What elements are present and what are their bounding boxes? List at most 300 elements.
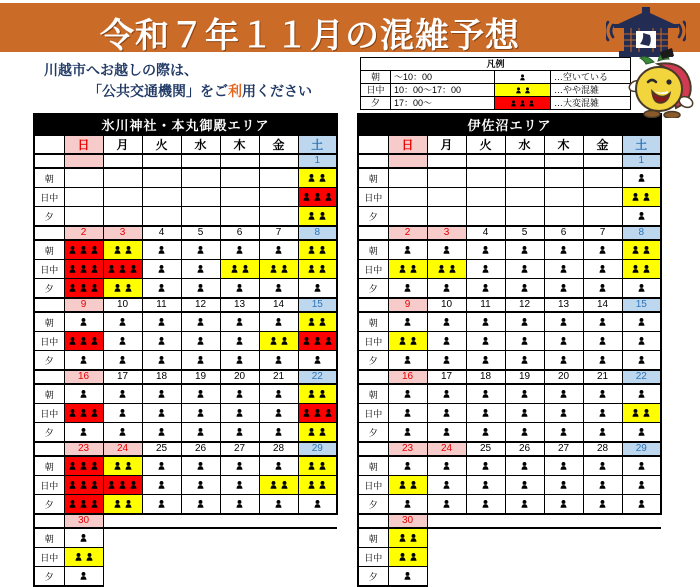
person-icon [598,355,607,365]
absent-cell [259,528,298,548]
period-label: 日中 [358,260,388,279]
person-icon [235,499,244,509]
crowd-cell [427,207,466,227]
date-cell: 2 [64,226,103,240]
crowd-cell [544,476,583,495]
date-cell: 19 [181,370,220,384]
crowd-cell [298,260,337,279]
crowd-cell [298,188,337,207]
crowd-cell [181,312,220,332]
period-label: 朝 [34,168,64,188]
person-icon [448,264,457,274]
person-icon [157,499,166,509]
crowd-cell [388,168,427,188]
person-icon [157,264,166,274]
crowd-cell [388,332,427,351]
absent-cell [103,514,142,528]
absent-cell [103,548,142,567]
person-icon [637,355,646,365]
date-cell: 15 [298,298,337,312]
person-icon [318,245,327,255]
person-icon [409,264,418,274]
crowd-level-3-icon [495,97,551,110]
legend-table [360,57,631,110]
crowd-cell [505,260,544,279]
crowd-cell [388,476,427,495]
crowd-cell [64,188,103,207]
person-icon [598,336,607,346]
crowd-cell [427,384,466,404]
crowd-cell [544,404,583,423]
crowd-cell [544,260,583,279]
legend-time: 10：00～17：00 [391,84,495,97]
absent-cell [427,567,466,587]
date-cell [103,154,142,168]
crowd-cell [466,260,505,279]
crowd-cell [427,279,466,299]
crowd-cell [181,384,220,404]
person-icon [235,427,244,437]
day-header: 土 [622,135,661,154]
crowd-cell [583,384,622,404]
person-icon [90,408,99,418]
person-icon [559,283,568,293]
person-icon [631,264,640,274]
crowd-cell [259,312,298,332]
person-icon [274,427,283,437]
crowd-cell [583,351,622,371]
person-icon [520,427,529,437]
crowd-cell [259,495,298,515]
date-cell [466,154,505,168]
crowd-cell [259,332,298,351]
crowd-cell [298,456,337,476]
person-icon [235,408,244,418]
person-icon [398,336,407,346]
person-icon [196,355,205,365]
person-icon [269,336,278,346]
person-icon [598,461,607,471]
day-header: 金 [259,135,298,154]
person-icon [598,245,607,255]
person-icon [90,245,99,255]
person-icon [235,283,244,293]
date-cell: 30 [64,514,103,528]
crowd-cell [388,260,427,279]
crowd-cell [544,456,583,476]
label-spacer [358,154,388,168]
person-icon [274,408,283,418]
crowd-cell [142,423,181,443]
crowd-cell [466,456,505,476]
day-header: 水 [505,135,544,154]
person-icon [481,461,490,471]
crowd-cell [181,240,220,260]
crowd-cell [103,456,142,476]
period-label: 朝 [34,240,64,260]
person-icon [68,283,77,293]
absent-cell [298,528,337,548]
absent-cell [220,567,259,587]
crowd-cell [622,312,661,332]
date-cell: 11 [142,298,181,312]
crowd-cell [181,423,220,443]
person-icon [318,461,327,471]
mascot-character [628,46,698,123]
person-icon [157,355,166,365]
person-icon [403,408,412,418]
crowd-cell [466,404,505,423]
label-spacer [358,226,388,240]
legend-period: 夕 [361,97,391,110]
crowd-cell [142,384,181,404]
crowd-cell [142,456,181,476]
absent-cell [544,514,583,528]
crowd-cell [622,456,661,476]
crowd-cell [259,404,298,423]
person-icon [559,389,568,399]
date-cell: 5 [181,226,220,240]
crowd-cell [220,495,259,515]
person-icon [107,264,116,274]
person-icon [318,317,327,327]
person-icon [274,283,283,293]
date-cell: 13 [220,298,259,312]
crowd-cell [220,404,259,423]
person-icon [79,245,88,255]
date-cell: 29 [622,442,661,456]
calendar-title: 伊佐沼エリア [358,114,661,135]
crowd-cell [427,456,466,476]
person-icon [90,264,99,274]
absent-cell [220,514,259,528]
person-icon [481,264,490,274]
crowd-cell [427,188,466,207]
crowd-cell [64,528,103,548]
crowd-cell [220,332,259,351]
date-cell [388,154,427,168]
crowd-cell [220,168,259,188]
date-cell: 14 [583,298,622,312]
label-spacer [34,226,64,240]
period-label: 日中 [34,404,64,423]
crowd-cell [583,456,622,476]
crowd-cell [220,351,259,371]
crowd-cell [64,384,103,404]
absent-cell [466,528,505,548]
crowd-cell [181,260,220,279]
crowd-cell [583,207,622,227]
absent-cell [466,567,505,587]
crowd-cell [103,188,142,207]
person-icon [403,571,412,581]
person-icon [307,211,316,221]
person-icon [129,264,138,274]
date-cell: 25 [142,442,181,456]
person-icon [637,499,646,509]
crowd-cell [181,188,220,207]
period-label: 日中 [358,548,388,567]
person-icon [79,389,88,399]
crowd-cell [181,456,220,476]
crowd-cell [64,548,103,567]
crowd-cell [466,423,505,443]
date-cell: 25 [466,442,505,456]
crowd-cell [622,207,661,227]
crowd-cell [181,332,220,351]
person-icon [637,427,646,437]
absent-cell [622,528,661,548]
person-icon [403,317,412,327]
crowd-cell [103,351,142,371]
crowd-cell [505,351,544,371]
absent-cell [259,567,298,587]
person-icon [313,336,322,346]
person-icon [79,283,88,293]
date-cell: 9 [388,298,427,312]
crowd-cell [103,332,142,351]
date-cell: 12 [181,298,220,312]
period-label: 日中 [34,476,64,495]
crowd-cell [259,260,298,279]
person-icon [398,264,407,274]
crowd-cell [259,384,298,404]
person-icon [642,192,651,202]
person-icon [481,499,490,509]
person-icon [598,499,607,509]
person-icon [307,427,316,437]
person-icon [409,336,418,346]
crowd-cell [220,207,259,227]
person-icon [442,389,451,399]
person-icon [235,461,244,471]
absent-cell [259,548,298,567]
crowd-cell [259,423,298,443]
crowd-cell [220,423,259,443]
date-cell: 16 [64,370,103,384]
crowd-cell [544,495,583,515]
crowd-cell [622,404,661,423]
person-icon [515,86,522,95]
date-cell: 22 [622,370,661,384]
period-label: 朝 [34,384,64,404]
date-cell: 11 [466,298,505,312]
person-icon [235,355,244,365]
date-cell: 18 [142,370,181,384]
crowd-cell [427,423,466,443]
person-icon [520,389,529,399]
date-cell: 19 [505,370,544,384]
crowd-cell [622,495,661,515]
crowd-cell [220,384,259,404]
person-icon [79,355,88,365]
person-icon [274,499,283,509]
crowd-cell [388,423,427,443]
person-icon [442,355,451,365]
crowd-cell [64,312,103,332]
crowd-cell [427,260,466,279]
calendar-table-1 [357,113,662,587]
person-icon [313,499,322,509]
person-icon [157,427,166,437]
person-icon [79,408,88,418]
date-cell: 1 [622,154,661,168]
person-icon [442,245,451,255]
crowd-cell [64,260,103,279]
person-icon [559,355,568,365]
period-label: 夕 [358,351,388,371]
date-cell: 6 [544,226,583,240]
crowd-cell [103,207,142,227]
person-icon [313,408,322,418]
crowd-cell [388,312,427,332]
date-cell: 26 [505,442,544,456]
person-icon [196,245,205,255]
crowd-cell [466,476,505,495]
person-icon [598,283,607,293]
crowd-cell [64,423,103,443]
person-icon [559,427,568,437]
person-icon [196,427,205,437]
crowd-cell [298,423,337,443]
person-icon [118,336,127,346]
calendar-table-0 [33,113,338,587]
date-cell: 27 [544,442,583,456]
person-icon [520,317,529,327]
crowd-cell [298,476,337,495]
crowd-cell [64,495,103,515]
absent-cell [103,567,142,587]
person-icon [520,408,529,418]
person-icon [481,389,490,399]
crowd-cell [220,312,259,332]
crowd-cell [505,456,544,476]
absent-cell [298,514,337,528]
crowd-cell [103,312,142,332]
period-label: 夕 [34,207,64,227]
date-cell: 9 [64,298,103,312]
date-cell: 7 [259,226,298,240]
day-header: 火 [466,135,505,154]
page-title: 令和７年１１月の混雑予想 [100,17,520,55]
absent-cell [544,548,583,567]
person-icon [519,73,526,82]
crowd-cell [466,495,505,515]
crowd-cell [103,495,142,515]
person-icon [520,336,529,346]
date-cell: 21 [583,370,622,384]
legend-desc: …大変混雑 [551,97,631,110]
notice-highlight: 利 [228,83,242,99]
person-icon [559,264,568,274]
crowd-cell [142,168,181,188]
crowd-cell [181,351,220,371]
person-icon [113,283,122,293]
crowd-cell [103,279,142,299]
crowd-cell [64,332,103,351]
crowd-cell [505,312,544,332]
crowd-cell [181,476,220,495]
person-icon [324,192,333,202]
person-icon [403,283,412,293]
person-icon [118,264,127,274]
absent-cell [544,528,583,548]
person-icon [235,317,244,327]
day-header: 木 [220,135,259,154]
person-icon [559,461,568,471]
person-icon [196,283,205,293]
crowd-cell [142,312,181,332]
crowd-cell [583,312,622,332]
crowd-cell [505,207,544,227]
crowd-cell [298,404,337,423]
person-icon [124,499,133,509]
person-icon [241,264,250,274]
period-label: 朝 [34,456,64,476]
person-icon [637,173,646,183]
person-icon [637,283,646,293]
absent-cell [583,514,622,528]
crowd-cell [388,528,427,548]
period-label: 夕 [358,207,388,227]
date-cell [181,154,220,168]
absent-cell [427,548,466,567]
period-label: 日中 [34,332,64,351]
person-icon [113,499,122,509]
absent-cell [181,528,220,548]
person-icon [196,389,205,399]
crowd-cell [427,332,466,351]
corner-cell [34,135,64,154]
crowd-cell [505,384,544,404]
period-label: 夕 [358,423,388,443]
person-icon [307,317,316,327]
person-icon [403,499,412,509]
date-cell: 3 [103,226,142,240]
absent-cell [142,548,181,567]
day-header: 日 [64,135,103,154]
date-cell [505,154,544,168]
label-spacer [34,298,64,312]
crowd-cell [583,404,622,423]
crowd-cell [142,404,181,423]
person-icon [318,389,327,399]
period-label: 日中 [34,188,64,207]
date-cell: 8 [298,226,337,240]
crowd-cell [64,207,103,227]
date-cell [64,154,103,168]
crowd-cell [427,476,466,495]
person-icon [442,336,451,346]
person-icon [598,264,607,274]
person-icon [68,264,77,274]
absent-cell [622,567,661,587]
absent-cell [583,528,622,548]
crowd-cell [622,168,661,188]
crowd-cell [544,188,583,207]
date-cell: 29 [298,442,337,456]
crowd-cell [64,456,103,476]
person-icon [118,389,127,399]
date-cell: 24 [427,442,466,456]
crowd-cell [142,279,181,299]
person-icon [118,355,127,365]
date-cell: 13 [544,298,583,312]
crowd-cell [388,567,427,587]
date-cell: 28 [259,442,298,456]
crowd-cell [622,260,661,279]
crowd-cell [622,476,661,495]
